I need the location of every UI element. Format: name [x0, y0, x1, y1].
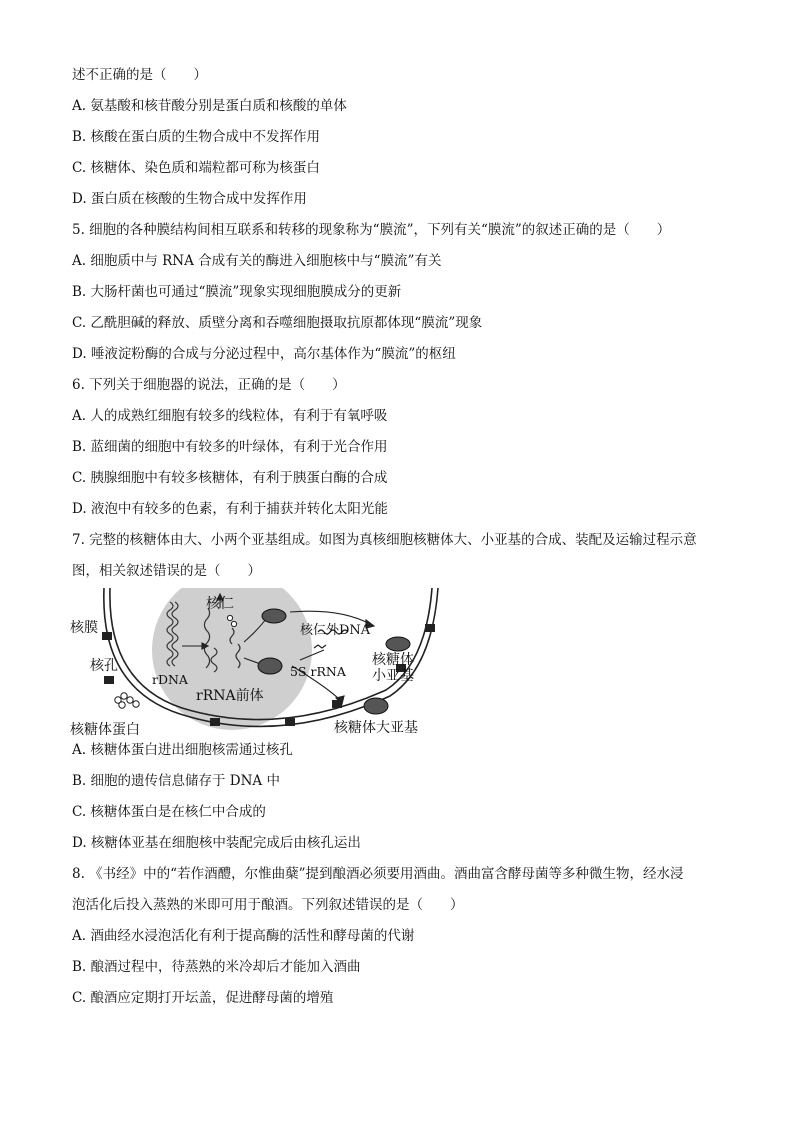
text-line: B. 大肠杆菌也可通过“膜流”现象实现细胞膜成分的更新 — [72, 284, 402, 300]
label-precursor: rRNA前体 — [196, 688, 264, 704]
label-large-subunit: 核糖体大亚基 — [334, 720, 418, 736]
label-extra-dna: 核仁外DNA — [300, 623, 371, 638]
text-line: B. 细胞的遗传信息储存于 DNA 中 — [72, 773, 280, 789]
text-line: A. 核糖体蛋白进出细胞核需通过核孔 — [72, 742, 293, 758]
label-small-subunit-1: 核糖体 — [372, 652, 414, 668]
text-line: 5. 细胞的各种膜结构间相互联系和转移的现象称为“膜流”，下列有关“膜流”的叙述正确的是（ ） — [72, 222, 671, 238]
label-ribo-protein: 核糖体蛋白 — [70, 722, 140, 738]
label-5s-rrna: 5S rRNA — [290, 664, 346, 679]
text-line: 7. 完整的核糖体由大、小两个亚基组成。如图为真核细胞核糖体大、小亚基的合成、装配及运输过程示意 — [72, 532, 697, 548]
text-line: D. 核糖体亚基在细胞核中装配完成后由核孔运出 — [72, 835, 361, 851]
text-line: B. 酿酒过程中，待蒸熟的米冷却后才能加入酒曲 — [72, 959, 361, 975]
text-line: A. 人的成熟红细胞有较多的线粒体，有利于有氧呼吸 — [72, 408, 388, 424]
text-line: C. 酿酒应定期打开坛盖，促进酵母菌的增殖 — [72, 990, 334, 1006]
text-line: D. 唾液淀粉酶的合成与分泌过程中，高尔基体作为“膜流”的枢纽 — [72, 346, 456, 362]
label-rdna: rDNA — [152, 672, 188, 687]
label-membrane: 核膜 — [70, 620, 98, 636]
text-line: 述不正确的是（ ） — [72, 67, 207, 83]
text-line: A. 细胞质中与 RNA 合成有关的酶进入细胞核中与“膜流”有关 — [72, 253, 442, 269]
rrna-5s-icon — [314, 645, 326, 648]
label-small-subunit-2: 小亚基 — [372, 668, 414, 684]
label-pore: 核孔 — [90, 658, 118, 674]
text-line: C. 核糖体、染色质和端粒都可称为核蛋白 — [72, 160, 320, 176]
text-line: D. 蛋白质在核酸的生物合成中发挥作用 — [72, 191, 307, 207]
text-line: A. 酒曲经水浸泡活化有利于提高酶的活性和酵母菌的代谢 — [72, 928, 415, 944]
text-line: B. 蓝细菌的细胞中有较多的叶绿体，有利于光合作用 — [72, 439, 388, 455]
text-line: C. 核糖体蛋白是在核仁中合成的 — [72, 804, 266, 820]
label-nucleolus: 核仁 — [206, 596, 234, 612]
text-line: C. 乙酰胆碱的释放、质壁分离和吞噬细胞摄取抗原都体现“膜流”现象 — [72, 315, 483, 331]
text-line: 8. 《书经》中的“若作酒醴，尔惟曲蘖”提到酿酒必须要用酒曲。酒曲富含酵母菌等多种微生物，经水浸 — [72, 866, 684, 882]
text-line: C. 胰腺细胞中有较多核糖体，有利于胰蛋白酶的合成 — [72, 470, 388, 486]
text-line: 泡活化后投入蒸熟的米即可用于酿酒。下列叙述错误的是（ ） — [72, 897, 464, 913]
text-line: 图，相关叙述错误的是（ ） — [72, 563, 261, 579]
ribosome-assembly-figure — [60, 588, 440, 740]
text-line: D. 液泡中有较多的色素，有利于捕获并转化太阳光能 — [72, 501, 388, 517]
text-line: 6. 下列关于细胞器的说法，正确的是（ ） — [72, 377, 346, 393]
text-line: B. 核酸在蛋白质的生物合成中不发挥作用 — [72, 129, 321, 145]
text-line: A. 氨基酸和核苷酸分别是蛋白质和核酸的单体 — [72, 98, 347, 114]
